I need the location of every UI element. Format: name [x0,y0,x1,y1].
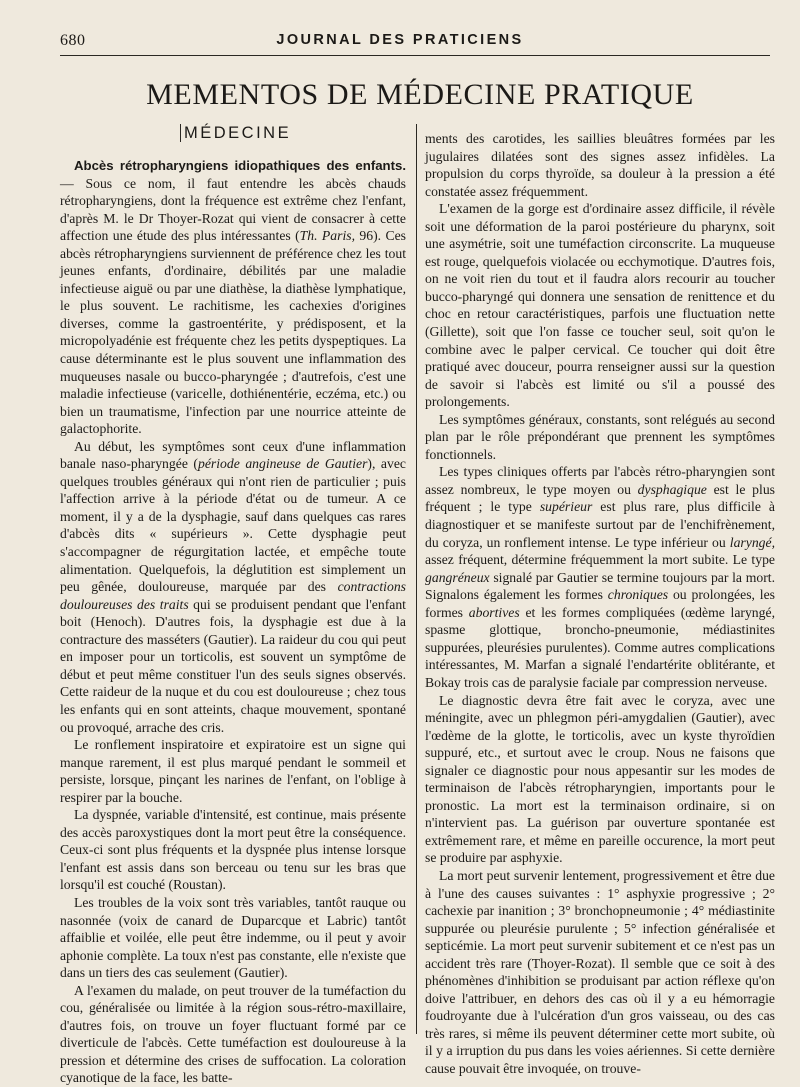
text-run: est le plus fréquent ; le type [425,481,775,515]
text-run: est plus rare, plus difficile à diagnostiquer et se manifeste surtout par de l'enchifrènement, du coryza, un ronflement intense. Le type inférieur ou [425,499,775,550]
paragraph: ments des carotides, les saillies bleuâtres formées par les jugulaires dilatées sont des signes assez infidèles. La propulsion du corps thyroïde, sa douleur à la pression a été constatée assez fréquemment. [425,131,775,199]
emphasis: supérieur [539,499,593,515]
text-run: signalé par Gautier se termine toujours par la mort. Signalons également les formes [425,569,775,603]
text-run: 96). Ces abcès rétropharyngiens surviennent de préférence chez les tout jeunes enfants, d'ordinaire, débilités par une maladie infectieuse aiguë ou par une diathèse, la diathèse lymphatique, le plus souvent. Le rachitisme, les cachexies d'origines diverses, comme la gastroentérite, y prédisposent, et la micropolyadénie est fréquente chez les petits dyspeptiques. La cause déterminante est le plus souvent une inflammation des muqueuses nasale ou bucco-pharyngée ; d'autrefois, c'est une maladie infectieuse (varicelle, dothiénentérie, eczéma, etc.) ou bien un traumatisme, l'infection par une nourrice atteinte de galactophorite. [60,228,407,437]
paragraph [425,463,775,691]
emphasis: contractions douloureuses des traits [60,579,406,612]
paragraph [60,157,406,438]
text-run: et les formes compliquées (œdème laryngé, spasme glottique, broncho-pneumonie, médiastinites suppurées, pleurésies purulentes). Comme autres complications intéressantes, M. Marfan a signalé l'endartérite oblitérante, et Bokay trois cas de paralysie faciale par compression nerveuse. [425,604,775,690]
paragraph: La mort peut survenir lentement, progressivement et être due à l'une des causes suivantes : 1° asphyxie progressive ; 2° cachexie par inanition ; 3° bronchopneumonie ; 4° médiastinite suppurée ou pleurésie purulente ; 5° infection généralisée et septicémie. La mort peut survenir subitement et ce n'est pas un accident très rare (Thoyer-Rozat). Il semble que ce soit à des phénomènes d'inhibition se produisant par action réflexe qu'on doive l'attribuer, en dehors des cas où il y a eu hémorragie foudroyante due à l'ulcération d'un gros vaisseau, ou des cas très rares, si même ils peuvent déterminer cette mort subite, où il y a irruption du pus dans les voies aériennes. Si cette dernière cause pouvait être invoquée, on trouve- [425,867,775,1076]
paragraph: L'examen de la gorge est d'ordinaire assez difficile, il révèle soit une déformation de la paroi postérieure du pharynx, soit une asymétrie, soit une tuméfaction circonscrite. La muqueuse est rouge, quelquefois violacée ou ecchymotique. D'autres fois, on ne voit rien du tout et il faudra alors recourir au toucher bucco-pharyngé qui donnera une sensation de renittence et du choc en retour caractéristiques, parfois une fluctuation nette (Gillette), soit que l'on fasse ce toucher seul, soit qu'on le combine avec le palper cervical. Ce toucher qui doit être pratiqué avec douceur, pourra renseigner aussi sur la question de savoir si l'abcès est limité ou s'il a poussé des prolongements. [425,201,775,410]
text-run: qui se produisent pendant que l'enfant boit (Henoch). D'autres fois, la dysphagie est due à la contracture des masséters (Gautier). La raideur du cou qui peut en imposer pour un torticolis, est souvent un symptôme de début et peut même constituer l'un des seuls signes observés. Cette raideur de la nuque et du cou est douloureuse ; chez tous les enfants qui en sont atteints, chaque mouvement, spontané ou provoqué, arrache des cris. [60,596,406,735]
text-run: ), avec quelques troubles généraux qui n'ont rien de particulier ; puis l'affection arrive à la période d'état ou de tumeur. A ce moment, il y a de la dysphagie, sauf dans quelques cas rares d'abcès dits « supérieurs ». Cette dysphagie peut s'accompagner de régurgitation lactée, et empêche toute alimentation. Quelquefois, la déglutition est simplement un peu gênée, douloureuse, marquée par des [60,456,406,595]
paragraph: La dyspnée, variable d'intensité, est continue, mais présente des accès paroxystiques dont la mort peut être la conséquence. Ceux-ci sont plus fréquents et la dyspnée plus intense lorsque l'enfant est assis dans son berceau ou tenu sur les bras que lorsqu'il est couché (Roustan). [60,807,406,893]
main-title: MEMENTOS DE MÉDECINE PRATIQUE [146,78,694,111]
running-head: JOURNAL DES PRATICIENS [276,32,524,48]
paragraph: Le diagnostic devra être fait avec le coryza, avec une méningite, avec un phlegmon péri-amygdalien (Gautier), avec l'œdème de la glotte, le torticolis, avec un kyste thyroïdien suppuré, etc., et surtout avec le croup. Nous ne faisons que signaler ce diagnostic pour nous appesantir sur les modes de terminaison de l'abcès rétropharyngien, importants pour le pronostic. La mort est la terminaison ordinaire, si on n'intervient pas. La guérison par ouverture spontanée est extrêmement rare, et même en pareille occurence, la mort peut se produire par asphyxie. [425,692,775,866]
page-number: 680 [60,32,86,49]
paragraph: A l'examen du malade, on peut trouver de la tuméfaction du cou, généralisée ou limitée à la région sous-rétro-maxillaire, d'autres fois, on trouve un foyer fluctuant formé par ce diverticule de l'abcès. Cette tuméfaction est douloureuse à la pression et détermine des crises de suffocation. La coloration cyanotique de la face, les batte- [60,982,406,1086]
emphasis: chroniques [607,587,669,603]
column-divider [416,124,417,1034]
article-title: Abcès rétropharyngiens idiopathiques des enfants. [74,158,406,173]
emphasis: gangréneux [425,569,490,585]
text-run: ou prolongées, les formes [425,587,776,620]
paragraph: Les troubles de la voix sont très variables, tantôt rauque ou nasonnée (voix de canard de Duparcque et Labric) tantôt affaiblie et voilée, elle peut être indemme, ou il peut y avoir aphonie complète. La toux n'est pas constante, elle n'existe que dans un tiers des cas seulement (Gautier). [60,894,406,981]
header-rule [60,55,770,56]
citation: Th. Paris, [299,228,356,244]
text-run: assez fréquent, détermine fréquemment la mort subite. Le type [425,552,775,568]
emphasis: dysphagique [637,481,707,497]
text-run: — Sous ce nom, il faut entendre les abcès chauds rétropharyngiens, dont la fréquence est extrême chez l'enfant, d'après M. le Dr Thoyer-Rozat qui vient de consacrer à cette affection une étude des plus intéressantes ( [60,175,406,244]
left-column [60,157,406,1087]
paragraph [60,438,406,736]
emphasis: laryngé, [729,534,775,550]
paragraph: Les symptômes généraux, constants, sont relégués au second plan par le rôle prépondérant que prennent les symptômes fonctionnels. [425,411,775,462]
text-run: Les types cliniques offerts par l'abcès rétro-pharyngien sont assez nombreux, le type moyen ou [425,464,775,497]
right-column [425,130,775,1078]
emphasis: période angineuse de Gautier [198,456,368,472]
text-run: Au début, les symptômes sont ceux d'une inflammation banale naso-pharyngée ( [60,438,406,472]
paragraph: Le ronflement inspiratoire et expiratoire est un signe qui manque rarement, il est plus marqué pendant le sommeil et persiste, lorsque, pinçant les narines de l'enfant, on l'oblige à respirer par la bouche. [60,737,406,805]
emphasis: abortives [468,604,520,620]
section-heading: MÉDECINE [180,124,291,142]
